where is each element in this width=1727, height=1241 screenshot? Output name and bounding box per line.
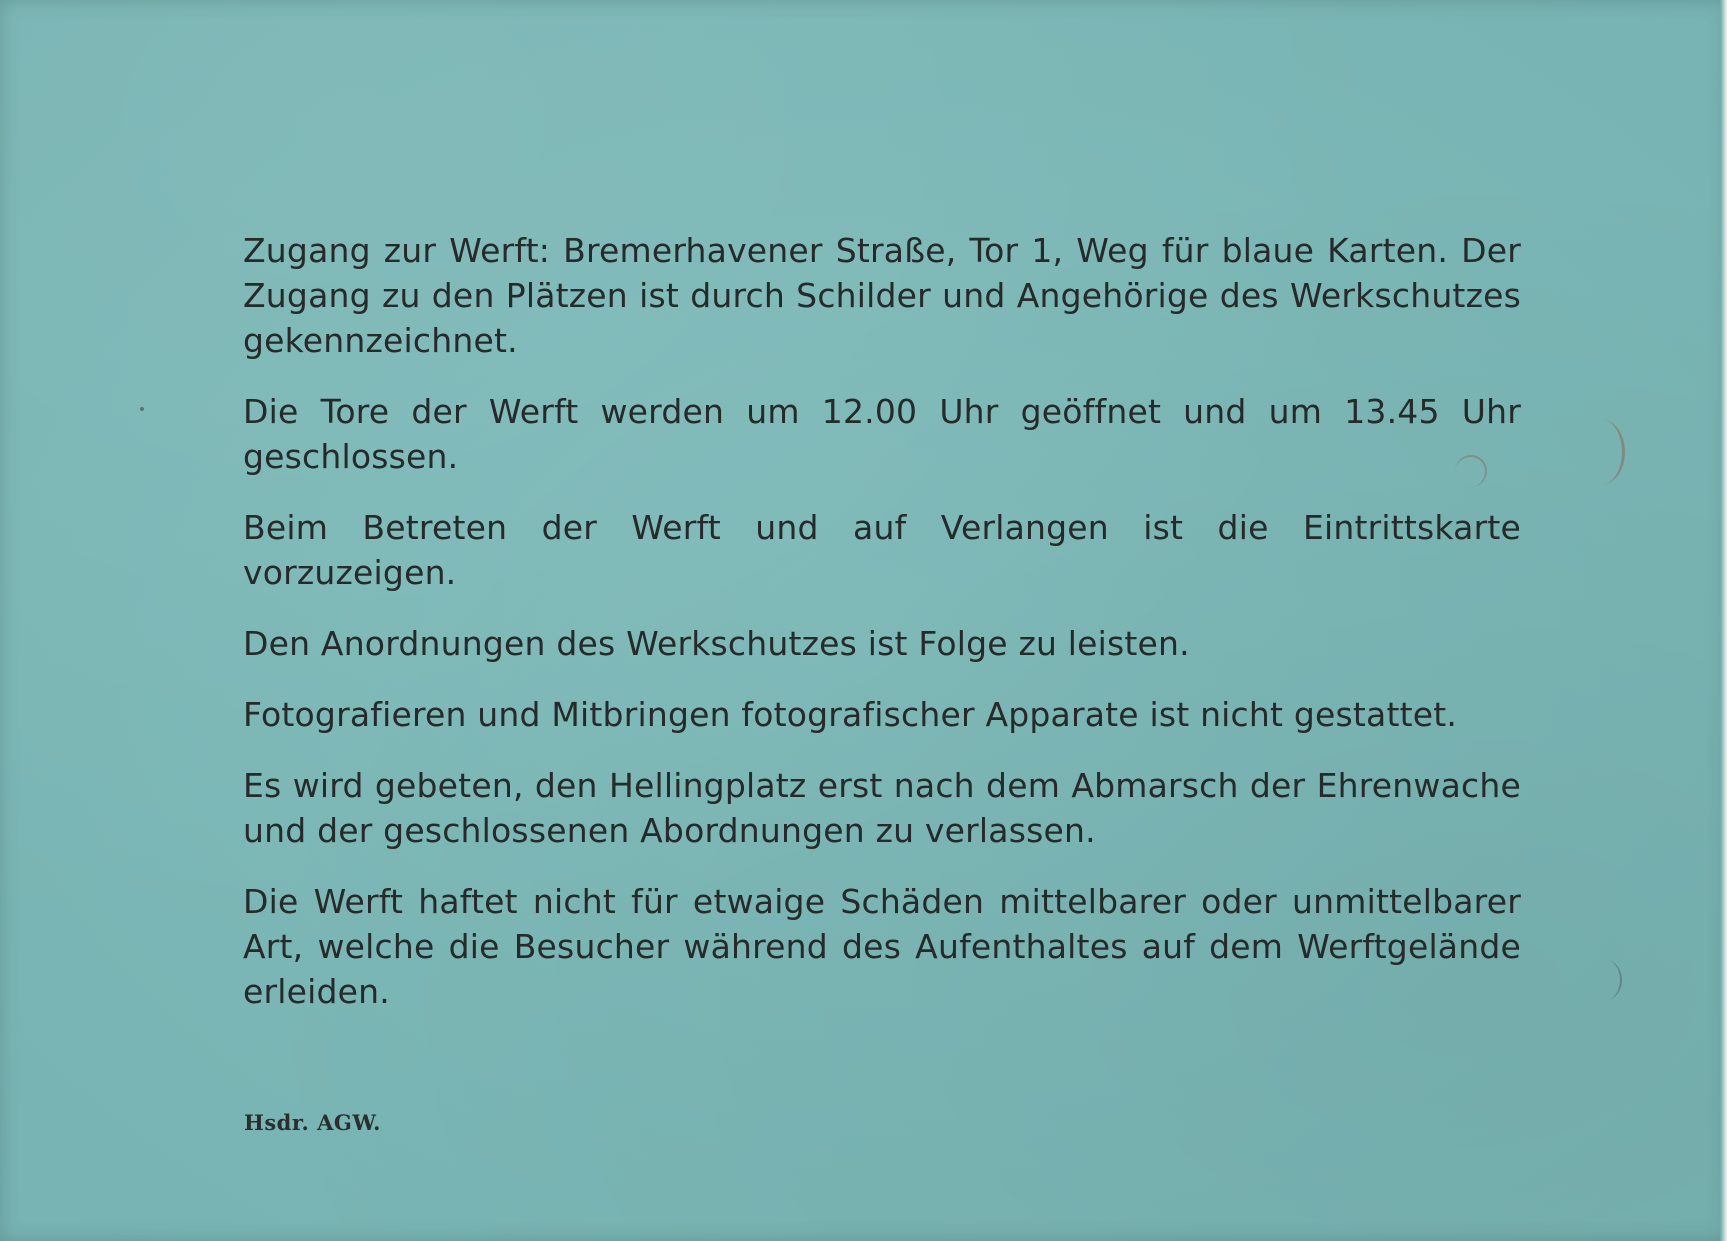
photography-paragraph: Fotografieren und Mitbringen fotografischer Apparate ist nicht gestattet. <box>243 695 1458 734</box>
paper-mark <box>1580 420 1625 484</box>
ticket-paragraph: Beim Betreten der Werft und auf Verlangen ist die Eintrittskarte vorzuzeigen. <box>243 508 1521 592</box>
security-paragraph: Den Anordnungen des Werkschutzes ist Folge zu leisten. <box>243 624 1190 663</box>
paper-mark <box>1590 960 1622 1000</box>
rules-text <box>243 228 1521 1040</box>
printer-imprint: Hsdr. AGW. <box>244 1110 381 1135</box>
paper-speck <box>140 407 144 411</box>
access-paragraph: Zugang zur Werft: Bremerhavener Straße, Tor 1, Weg für blaue Karten. Der Zugang zu den Plätzen ist durch Schilder und Angehörige des Werkschutzes gekennzeichnet. <box>243 231 1521 360</box>
departure-paragraph: Es wird gebeten, den Hellingplatz erst nach dem Abmarsch der Ehrenwache und der geschlossenen Abordnungen zu verlassen. <box>243 766 1521 850</box>
liability-paragraph: Die Werft haftet nicht für etwaige Schäden mittelbarer oder unmittelbarer Art, welche die Besucher während des Aufenthaltes auf dem Werftgelände erleiden. <box>243 882 1521 1011</box>
gate-times-paragraph: Die Tore der Werft werden um 12.00 Uhr geöffnet und um 13.45 Uhr geschlossen. <box>243 392 1521 476</box>
